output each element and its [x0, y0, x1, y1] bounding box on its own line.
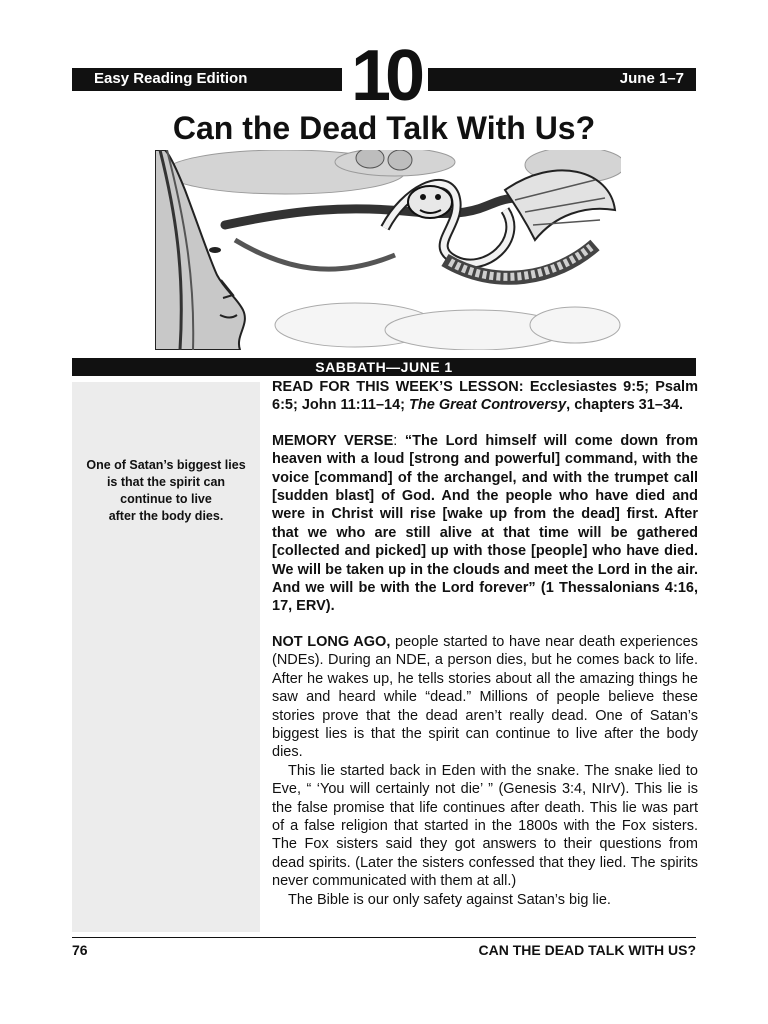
- edition-bar: [72, 68, 342, 91]
- pullquote-line: after the body dies.: [108, 509, 224, 523]
- date-range: June 1–7: [619, 70, 684, 87]
- reading-assignment: [272, 378, 698, 415]
- page-number: 76: [72, 942, 88, 958]
- lesson-title: Can the Dead Talk With Us?: [172, 110, 596, 146]
- body-paragraph-text: people started to have near death experiences (NDEs). During an NDE, a person dies, but he comes back to life. After he wakes up, he tells stories about all the amazing things he saw and heard while “dead.” Millions of people believe these stories prove that the dead aren’t really dead. One of Satan’s biggest lies is that the spirit can continue to live after the body dies.: [272, 633, 698, 761]
- pullquote-line: One of Satan’s biggest lies: [86, 458, 246, 472]
- memory-verse: [272, 432, 698, 616]
- lead-in: NOT LONG AGO,: [272, 633, 391, 650]
- date-bar: [428, 68, 696, 91]
- pullquote-line: is that the spirit can: [106, 475, 226, 489]
- pullquote-line: continue to live: [120, 492, 212, 506]
- memory-verse-colon: :: [393, 432, 405, 449]
- running-head: CAN THE DEAD TALK WITH US?: [478, 942, 696, 958]
- reading-chapters: , chapters 31–34.: [566, 397, 684, 414]
- pullquote: [72, 457, 260, 525]
- body-paragraph: This lie started back in Eden with the snake. The snake lied to Eve, “ ‘You will certainly not die’ ” (Genesis 3:4, NIrV). This lie is the false promise that life continues after death. This lie was part of a false religion that started in the 1800s with the Fox sisters. The Fox sisters said they got answers to their questions from dead spirits. (Later the sisters confessed that they lied. The spirits never communicated with them at all.): [272, 762, 698, 890]
- reading-label: READ FOR THIS WEEK’S LESSON:: [272, 379, 524, 395]
- edition-label: Easy Reading Edition: [94, 70, 248, 87]
- snake-in-tree-illustration: [155, 150, 621, 350]
- reading-book-title: The Great Controversy: [409, 397, 567, 414]
- footer-divider: [72, 937, 696, 938]
- main-text-column: [272, 378, 698, 909]
- sidebar-panel: [72, 382, 260, 932]
- memory-verse-text: “The Lord himself will come down from heaven with a loud [strong and powerful] command, with the voice [command] of the archangel, and with the trumpet call [sudden blast] of God. And the people who have died and were in Christ will rise [wake up from the dead] first. After that we who are still alive at that time will be gathered [collected and picked] up with those [people] who have died. We will be taken up in the clouds and meet the Lord in the air. And we will be with the Lord forever” (1 Thessalonians 4:16, 17, ERV).: [272, 432, 699, 615]
- lesson-number: 10: [350, 36, 420, 116]
- day-heading-bar: SABBATH—JUNE 1: [72, 358, 696, 376]
- reading-refs: Ecclesiastes 9:5; Psalm 6:5; John 11:11–14;: [272, 379, 698, 414]
- body-paragraph: The Bible is our only safety against Satan’s big lie.: [288, 891, 611, 908]
- memory-verse-label: MEMORY VERSE: [272, 432, 394, 449]
- body-paragraph: [272, 633, 698, 762]
